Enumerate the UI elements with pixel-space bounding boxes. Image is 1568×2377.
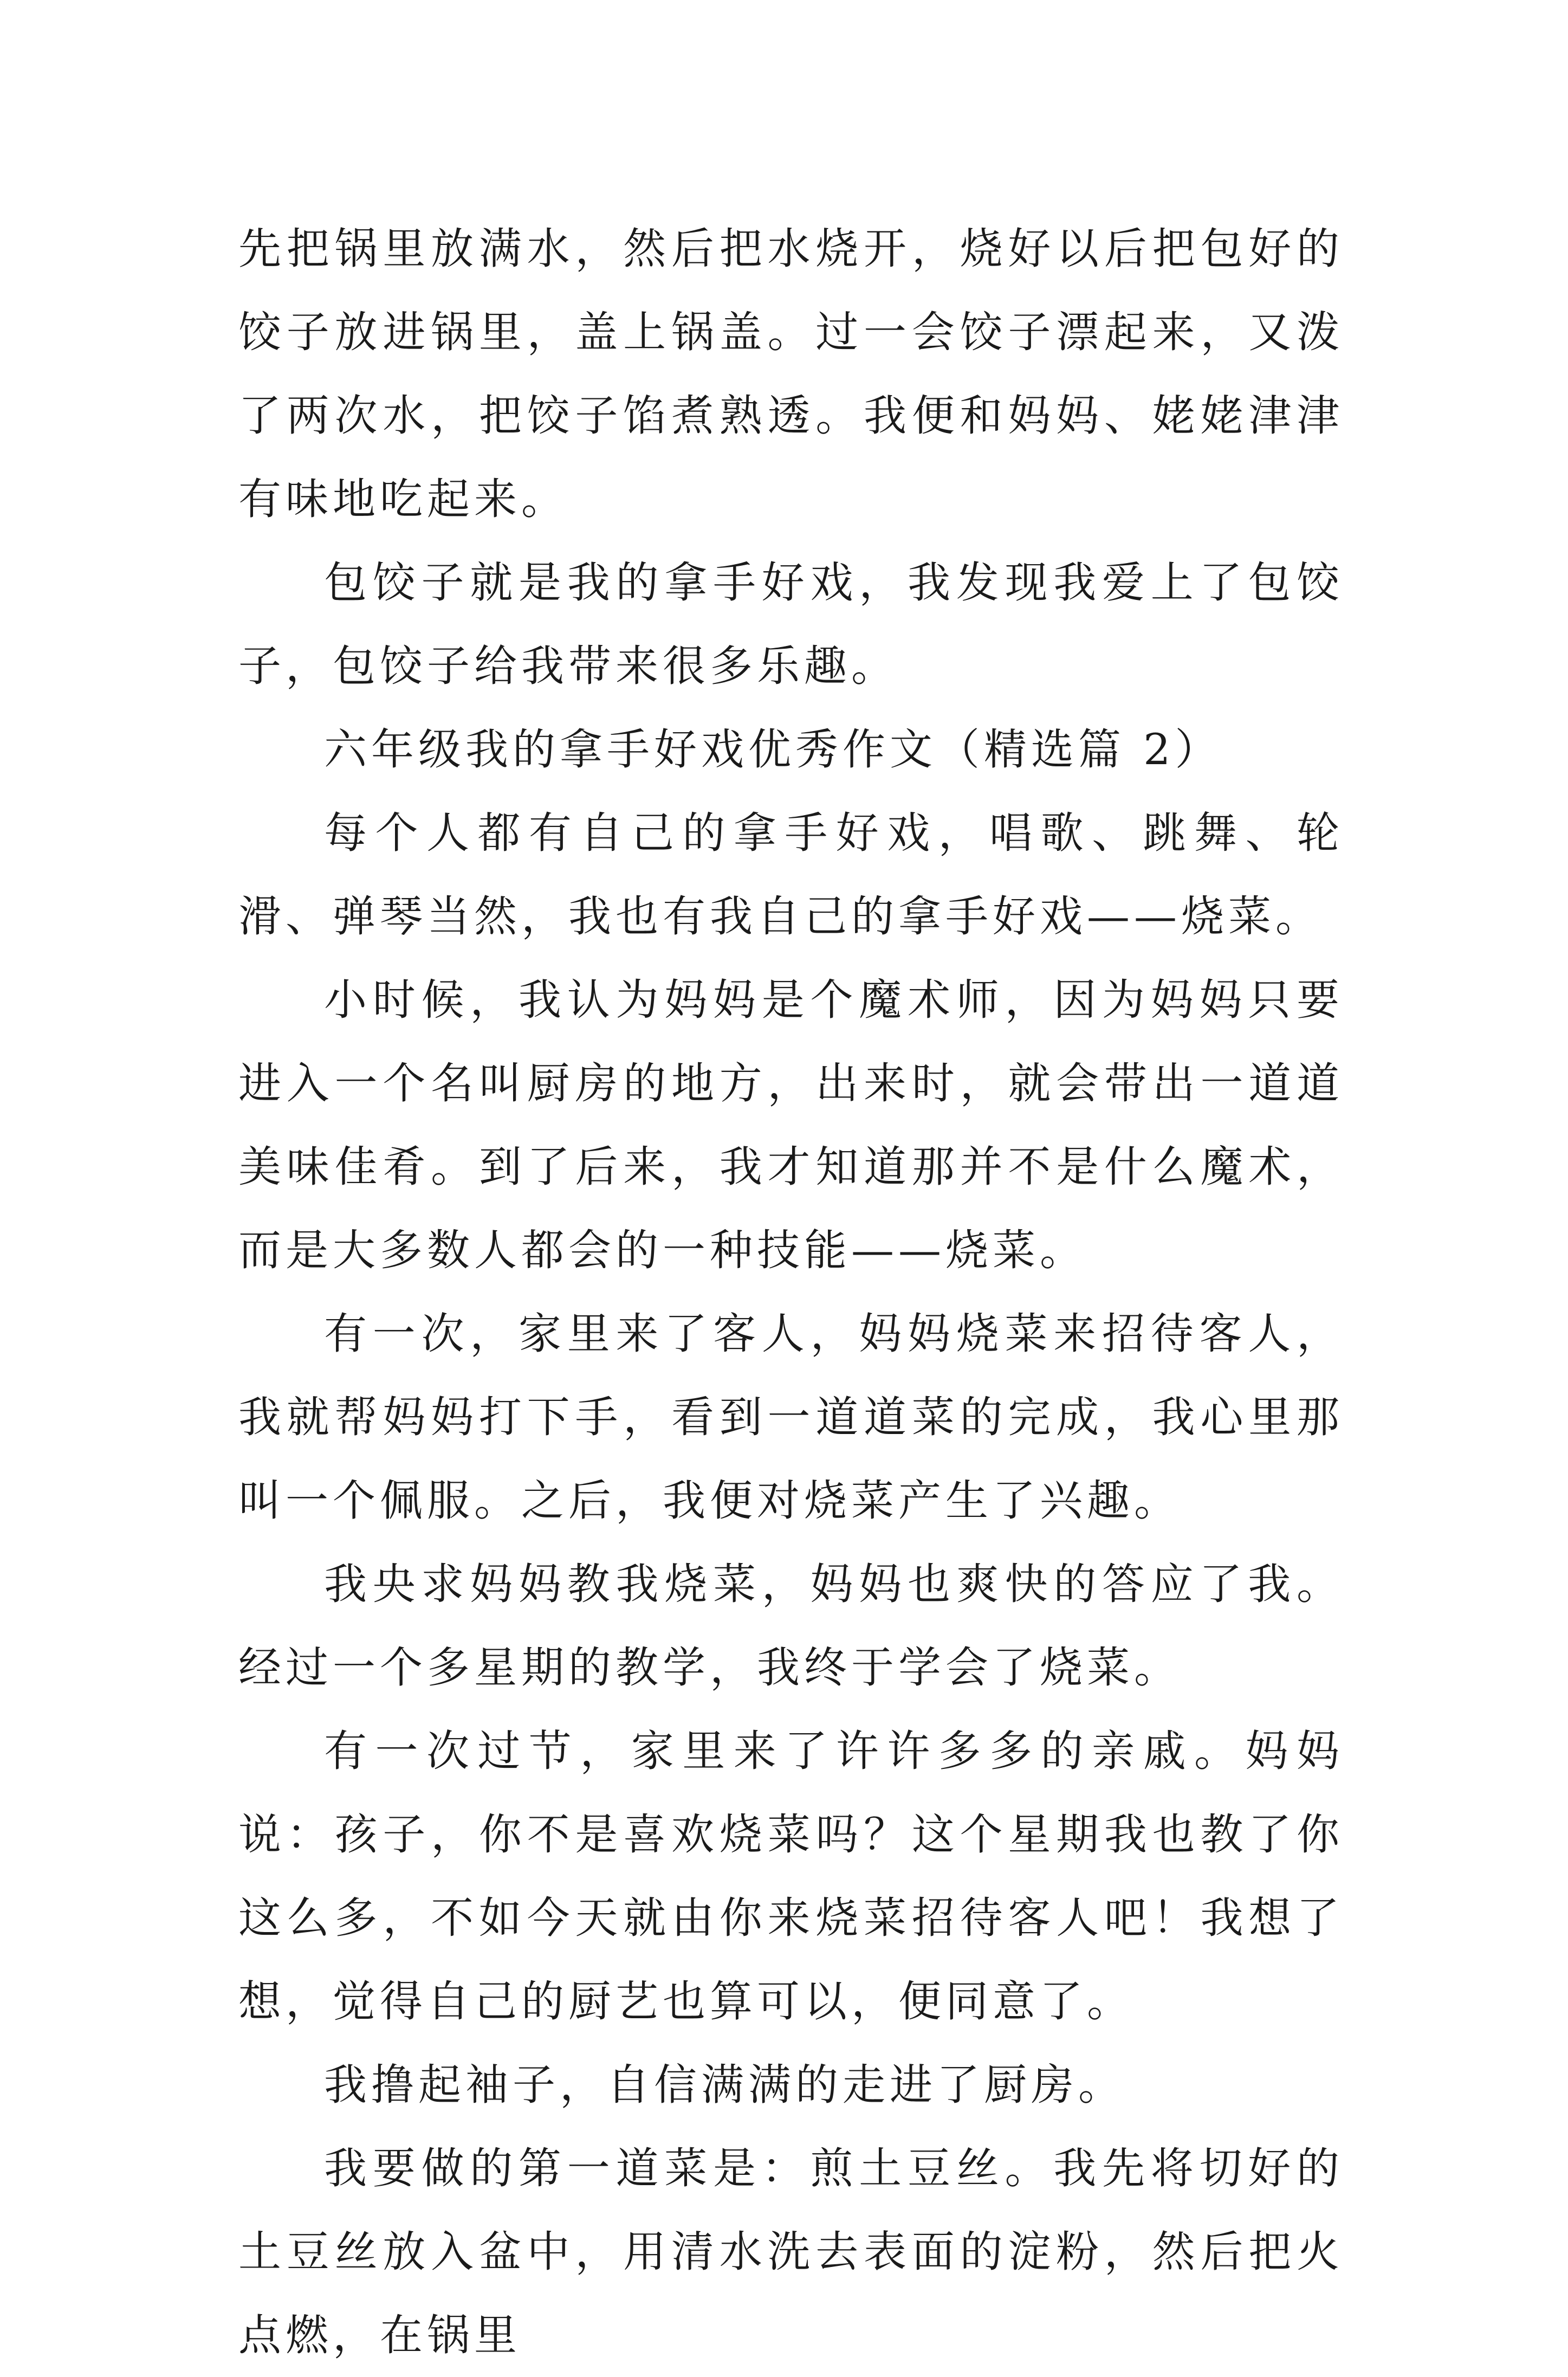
paragraph: 我央求妈妈教我烧菜，妈妈也爽快的答应了我。经过一个多星期的教学，我终于学会了烧菜。	[238, 1559, 1344, 1693]
paragraph: 每个人都有自己的拿手好戏，唱歌、跳舞、轮滑、弹琴当然，我也有我自己的拿手好戏——烧菜。	[238, 808, 1344, 941]
paragraph: 包饺子就是我的拿手好戏，我发现我爱上了包饺子，包饺子给我带来很多乐趣。	[238, 558, 1344, 691]
article-body	[238, 207, 1344, 2377]
section-heading: 六年级我的拿手好戏优秀作文（精选篇 2）	[324, 725, 1222, 774]
paragraph: 我要做的第一道菜是：煎土豆丝。我先将切好的土豆丝放入盆中，用清水洗去表面的淀粉，然后把火点燃，在锅里	[238, 2143, 1344, 2360]
paragraph: 有一次过节，家里来了许许多多的亲戚。妈妈说：孩子，你不是喜欢烧菜吗？这个星期我也教了你这么多，不如今天就由你来烧菜招待客人吧！我想了想，觉得自己的厨艺也算可以，便同意了。	[238, 1726, 1344, 2026]
paragraph: 小时候，我认为妈妈是个魔术师，因为妈妈只要进入一个名叫厨房的地方，出来时，就会带出一道道美味佳肴。到了后来，我才知道那并不是什么魔术，而是大多数人都会的一种技能——烧菜。	[238, 975, 1344, 1275]
paragraph-continued: 先把锅里放满水，然后把水烧开，烧好以后把包好的饺子放进锅里，盖上锅盖。过一会饺子漂起来，又泼了两次水，把饺子馅煮熟透。我便和妈妈、姥姥津津有味地吃起来。	[238, 224, 1344, 524]
paragraph: 有一次，家里来了客人，妈妈烧菜来招待客人，我就帮妈妈打下手，看到一道道菜的完成，我心里那叫一个佩服。之后，我便对烧菜产生了兴趣。	[238, 1309, 1344, 1526]
paragraph: 我撸起袖子，自信满满的走进了厨房。	[324, 2060, 1125, 2110]
